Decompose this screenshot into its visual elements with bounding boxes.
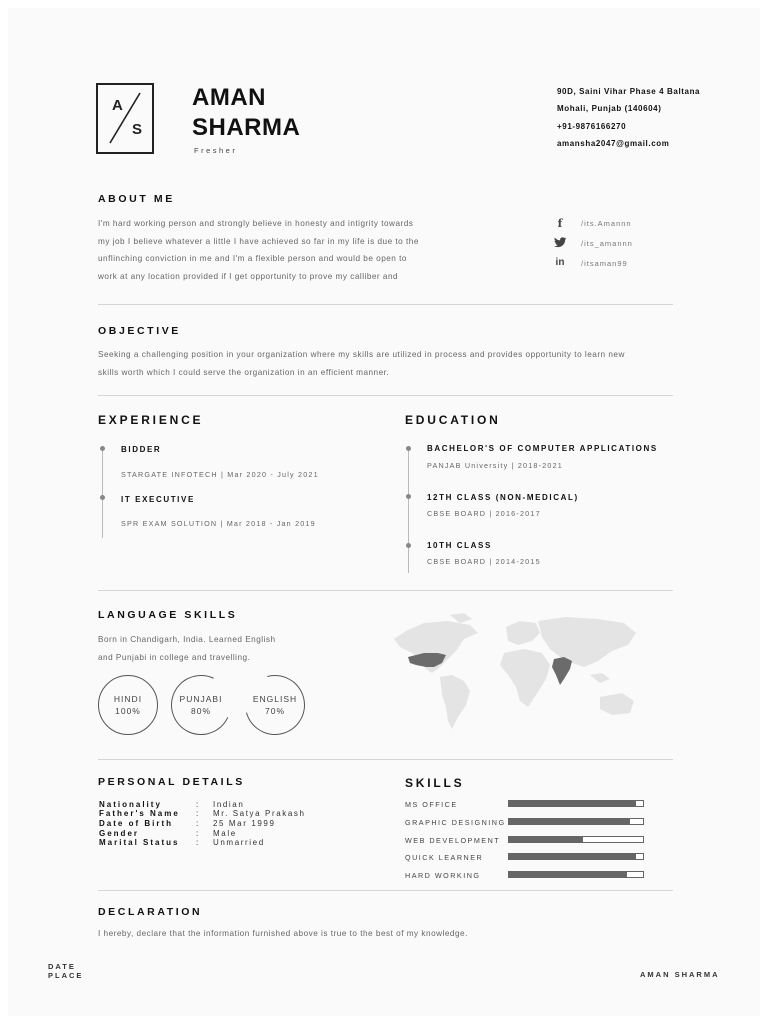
linkedin-handle: /itsaman99 (581, 259, 628, 268)
pd-colon: : (196, 800, 199, 809)
skill-bar (508, 853, 644, 860)
pd-colon: : (196, 809, 199, 818)
address-line-1: 90D, Saini Vihar Phase 4 Baltana (557, 87, 701, 96)
language-heading: LANGUAGE SKILLS (98, 609, 238, 621)
pd-value: 25 Mar 1999 (213, 819, 276, 828)
language-name: HINDI (113, 694, 143, 704)
experience-detail: STARGATE INFOTECH | Mar 2020 - July 2021 (121, 470, 319, 479)
phone-number[interactable]: +91-9876166270 (557, 122, 627, 131)
timeline-dot (406, 494, 411, 499)
about-text (98, 215, 498, 285)
skill-name: HARD WORKING (405, 871, 481, 880)
language-name: ENGLISH (252, 694, 298, 704)
divider (98, 590, 673, 591)
language-name: PUNJABI (179, 694, 223, 704)
about-line: my job I believe whatever a little I have achieved so far in my life is due to the (98, 236, 419, 246)
declaration-text: I hereby, declare that the information furnished above is true to the best of my knowledge. (98, 929, 468, 938)
objective-line: skills worth which I could serve the organization in an efficient manner. (98, 367, 390, 377)
address-line-2: Mohali, Punjab (140604) (557, 104, 662, 113)
skill-bar (508, 818, 644, 825)
objective-line: Seeking a challenging position in your organization where my skills are utilized in process and provides opportunity to learn new (98, 350, 625, 359)
skill-fill (509, 819, 630, 824)
experience-title: BIDDER (121, 445, 162, 454)
pd-value: Mr. Satya Prakash (213, 809, 306, 818)
map-continents (394, 613, 636, 729)
skill-fill (509, 854, 636, 859)
declaration-heading: DECLARATION (98, 906, 203, 918)
objective-heading: OBJECTIVE (98, 325, 181, 337)
pd-value: Indian (213, 800, 245, 809)
about-line: I'm hard working person and strongly believe in honesty and intigrity towards (98, 219, 414, 228)
skills-heading: SKILLS (405, 776, 465, 790)
subtitle: Fresher (194, 146, 238, 155)
pd-label: Father's Name (99, 809, 180, 818)
pd-value: Male (213, 829, 237, 838)
language-text (98, 631, 338, 666)
timeline-dot (406, 446, 411, 451)
about-line: unflinching conviction in me and I'm a flexible person and would be open to (98, 254, 407, 263)
pd-label: Gender (99, 829, 140, 838)
timeline-dot (100, 495, 105, 500)
objective-text (98, 346, 688, 381)
education-timeline (408, 448, 409, 573)
skill-name: MS OFFICE (405, 800, 458, 809)
date-label: DATE (48, 962, 76, 971)
language-line: Born in Chandigarh, India. Learned English (98, 635, 276, 644)
language-circle-punjabi (163, 667, 240, 744)
language-percent: 80% (190, 706, 211, 716)
skill-fill (509, 872, 627, 877)
education-title: 12TH CLASS (NON-MEDICAL) (427, 493, 579, 502)
about-line: work at any location provided if I get opportunity to prove my calliber and (98, 271, 399, 281)
monogram-slash (98, 85, 152, 152)
divider (98, 395, 673, 396)
language-percent: 70% (264, 706, 285, 716)
facebook-handle: /its.Amannn (581, 219, 632, 228)
monogram-logo (96, 83, 154, 154)
monogram-initial-a: A (112, 97, 123, 114)
education-detail: CBSE BOARD | 2014-2015 (427, 557, 541, 566)
language-line: and Punjabi in college and travelling. (98, 652, 251, 662)
divider (98, 304, 673, 305)
pd-label: Date of Birth (99, 819, 173, 828)
linkedin-icon: in (555, 257, 565, 268)
signature-name: AMAN SHARMA (640, 970, 720, 979)
pd-label: Marital Status (99, 838, 180, 847)
timeline-dot (406, 543, 411, 548)
skill-fill (509, 801, 636, 806)
map-highlight-india (552, 657, 572, 685)
experience-heading: EXPERIENCE (98, 413, 204, 427)
email-address[interactable]: amansha2047@gmail.com (557, 139, 670, 148)
personal-heading: PERSONAL DETAILS (98, 776, 245, 788)
first-name: AMAN (192, 84, 266, 111)
education-title: 10TH CLASS (427, 541, 492, 550)
skill-name: GRAPHIC DESIGNING (405, 818, 506, 827)
divider (98, 890, 673, 891)
education-title: BACHELOR'S OF COMPUTER APPLICATIONS (427, 444, 658, 453)
skill-bar (508, 836, 644, 843)
pd-value: Unmarried (213, 838, 265, 847)
twitter-icon (553, 237, 567, 251)
pd-colon: : (196, 838, 199, 847)
facebook-icon: f (557, 217, 563, 230)
skill-name: QUICK LEARNER (405, 853, 484, 862)
experience-title: IT EXECUTIVE (121, 495, 195, 504)
experience-detail: SPR EXAM SOLUTION | Mar 2018 - Jan 2019 (121, 519, 316, 528)
resume-page (8, 8, 760, 1016)
education-heading: EDUCATION (405, 413, 501, 427)
pd-colon: : (196, 829, 199, 838)
last-name: SHARMA (192, 114, 301, 141)
skill-name: WEB DEVELOPMENT (405, 836, 501, 845)
place-label: PLACE (48, 971, 84, 980)
skill-fill (509, 837, 583, 842)
twitter-handle: /its_amannn (581, 239, 633, 248)
pd-label: Nationality (99, 800, 162, 809)
language-circle-hindi (98, 675, 158, 735)
divider (98, 759, 673, 760)
timeline-dot (100, 446, 105, 451)
about-heading: ABOUT ME (98, 193, 175, 205)
language-circle-english (234, 664, 316, 746)
world-map (386, 613, 648, 738)
language-percent: 100% (115, 706, 141, 716)
pd-colon: : (196, 819, 199, 828)
skill-bar (508, 871, 644, 878)
education-detail: CBSE BOARD | 2016-2017 (427, 509, 541, 518)
experience-timeline (102, 448, 103, 538)
skill-bar (508, 800, 644, 807)
education-detail: PANJAB University | 2018-2021 (427, 461, 564, 470)
monogram-initial-s: S (132, 121, 143, 138)
